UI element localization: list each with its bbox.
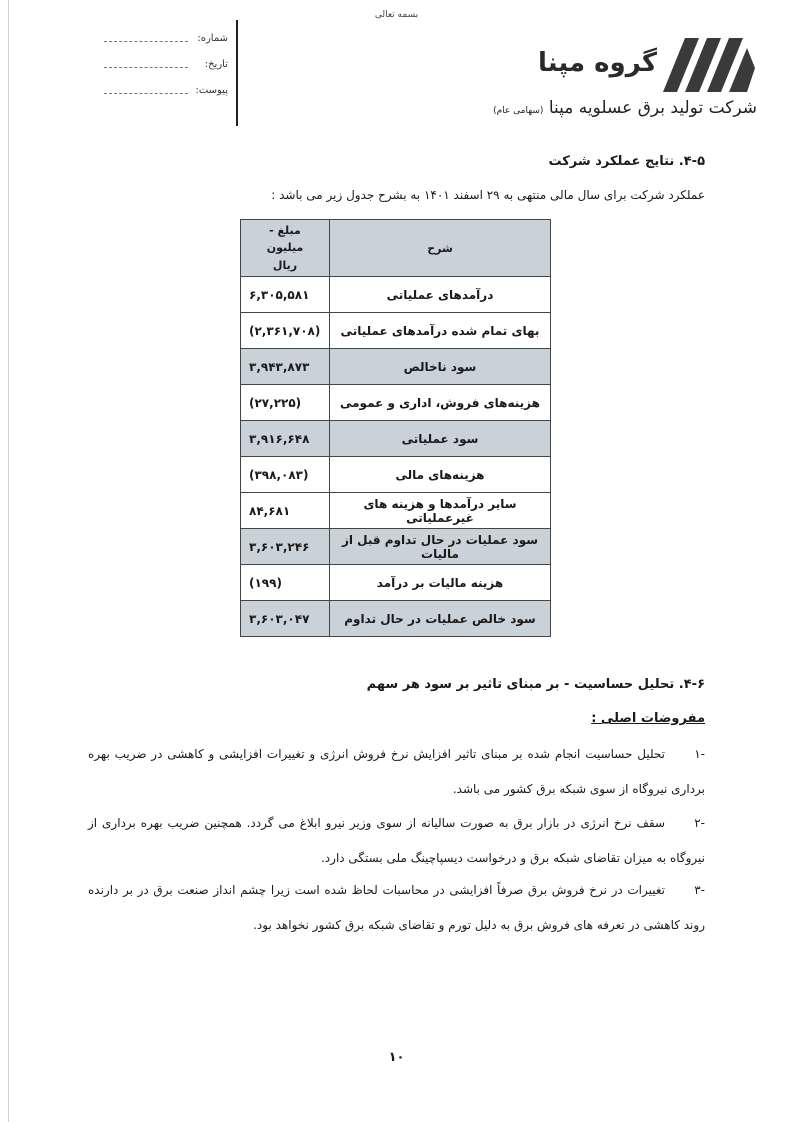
mapna-logo-icon <box>663 34 755 96</box>
table-header-row <box>241 220 551 277</box>
date-field <box>104 56 232 82</box>
row-amount: ۶,۳۰۵,۵۸۱ <box>241 277 330 313</box>
column-header-description: شرح <box>329 220 550 277</box>
table-row <box>241 349 551 385</box>
row-amount: (۲۷,۲۲۵) <box>241 385 330 421</box>
company-logo <box>493 28 757 122</box>
section-5-intro: عملکرد شرکت برای سال مالی منتهی به ۲۹ اسفند ۱۴۰۱ به بشرح جدول زیر می باشد : <box>271 188 705 202</box>
basmala: بسمه تعالی <box>374 10 419 20</box>
row-description: سود ناخالص <box>329 349 550 385</box>
table-row <box>241 385 551 421</box>
table-row <box>241 277 551 313</box>
row-description: هزینه‌های فروش، اداری و عمومی <box>329 385 550 421</box>
table-body <box>241 277 551 637</box>
table-row <box>241 493 551 529</box>
assumption-item-text: تغییرات در نرخ فروش برق صرفاً افزایشی در محاسبات لحاظ شده است زیرا چشم انداز صنعت برق در بر دارنده روند کاهشی در تعرفه های فروش برق به دلیل تورم و تقاضای شبکه برق کشور نخواهد بود. <box>88 883 705 932</box>
section-6-heading: ۴-۶. تحلیل حساسیت - بر مبنای تاثیر بر سود هر سهم <box>366 677 705 692</box>
row-amount: ۸۴,۶۸۱ <box>241 493 330 529</box>
attachment-field-label: پیوست: <box>195 85 228 96</box>
attachment-field <box>104 82 232 108</box>
row-description: بهای تمام شده درآمدهای عملیاتی <box>329 313 550 349</box>
number-field-label: شماره: <box>197 33 228 44</box>
row-amount: (۲,۳۶۱,۷۰۸) <box>241 313 330 349</box>
row-description: سایر درآمدها و هزینه های غیرعملیاتی <box>329 493 550 529</box>
assumption-item-text: سقف نرخ انرژی در بازار برق به صورت سالیانه از سوی وزیر نیرو ابلاغ می گردد. همچنین ضریب بهره برداری از نیروگاه به میزان تقاضای شبکه برق و درخواست دیسپاچینگ ملی بستگی دارد. <box>88 816 705 865</box>
row-description: هزینه مالیات بر درآمد <box>329 565 550 601</box>
assumption-item-2 <box>88 806 705 876</box>
table-row <box>241 601 551 637</box>
scan-edge-line <box>8 0 9 1122</box>
row-amount: ۳,۶۰۳,۲۴۶ <box>241 529 330 565</box>
row-description: هزینه‌های مالی <box>329 457 550 493</box>
company-name-text: شرکت تولید برق عسلویه مپنا <box>548 98 757 118</box>
date-field-label: تاریخ: <box>204 59 228 70</box>
row-amount: ۳,۹۱۶,۶۴۸ <box>241 421 330 457</box>
assumption-item-3 <box>88 873 705 943</box>
company-name <box>493 98 757 118</box>
letter-meta-fields <box>104 30 232 108</box>
section-5-heading: ۴-۵. نتایج عملکرد شرکت <box>548 154 705 169</box>
row-amount: ۳,۶۰۳,۰۴۷ <box>241 601 330 637</box>
date-field-line <box>104 67 188 68</box>
table-row <box>241 565 551 601</box>
attachment-field-line <box>104 93 188 94</box>
assumption-item-number: -۱ <box>694 747 705 761</box>
number-field <box>104 30 232 56</box>
company-type-note: (سهامی عام) <box>493 106 544 116</box>
column-header-amount <box>241 220 330 277</box>
logo-brand-text: گروه مپنا <box>538 48 657 78</box>
assumption-item-number: -۲ <box>694 816 705 830</box>
row-description: سود خالص عملیات در حال تداوم <box>329 601 550 637</box>
row-amount: (۳۹۸,۰۸۳) <box>241 457 330 493</box>
page-number: ۱۰ <box>388 1050 405 1065</box>
row-description: سود عملیاتی <box>329 421 550 457</box>
table-row <box>241 313 551 349</box>
assumption-item-1 <box>88 737 705 807</box>
number-field-line <box>104 41 188 42</box>
column-header-amount-line2: ریال <box>272 258 298 272</box>
table-row <box>241 529 551 565</box>
assumption-item-text: تحلیل حساسیت انجام شده بر مبنای تاثیر افزایش نرخ فروش انرژی و تغییرات افزایشی و کاهشی در ضریب بهره برداری نیروگاه از سوی شبکه برق کشور می باشد. <box>88 747 705 796</box>
column-header-amount-line1: مبلغ - میلیون <box>266 223 304 255</box>
assumptions-subheading: مفروضات اصلی : <box>591 711 705 726</box>
row-description: درآمدهای عملیاتی <box>329 277 550 313</box>
row-description: سود عملیات در حال تداوم قبل از مالیات <box>329 529 550 565</box>
header-divider <box>236 20 238 126</box>
performance-table <box>240 219 551 637</box>
table-row <box>241 457 551 493</box>
row-amount: ۳,۹۴۳,۸۷۳ <box>241 349 330 385</box>
row-amount: (۱۹۹) <box>241 565 330 601</box>
table-row <box>241 421 551 457</box>
assumption-item-number: -۳ <box>694 883 705 897</box>
